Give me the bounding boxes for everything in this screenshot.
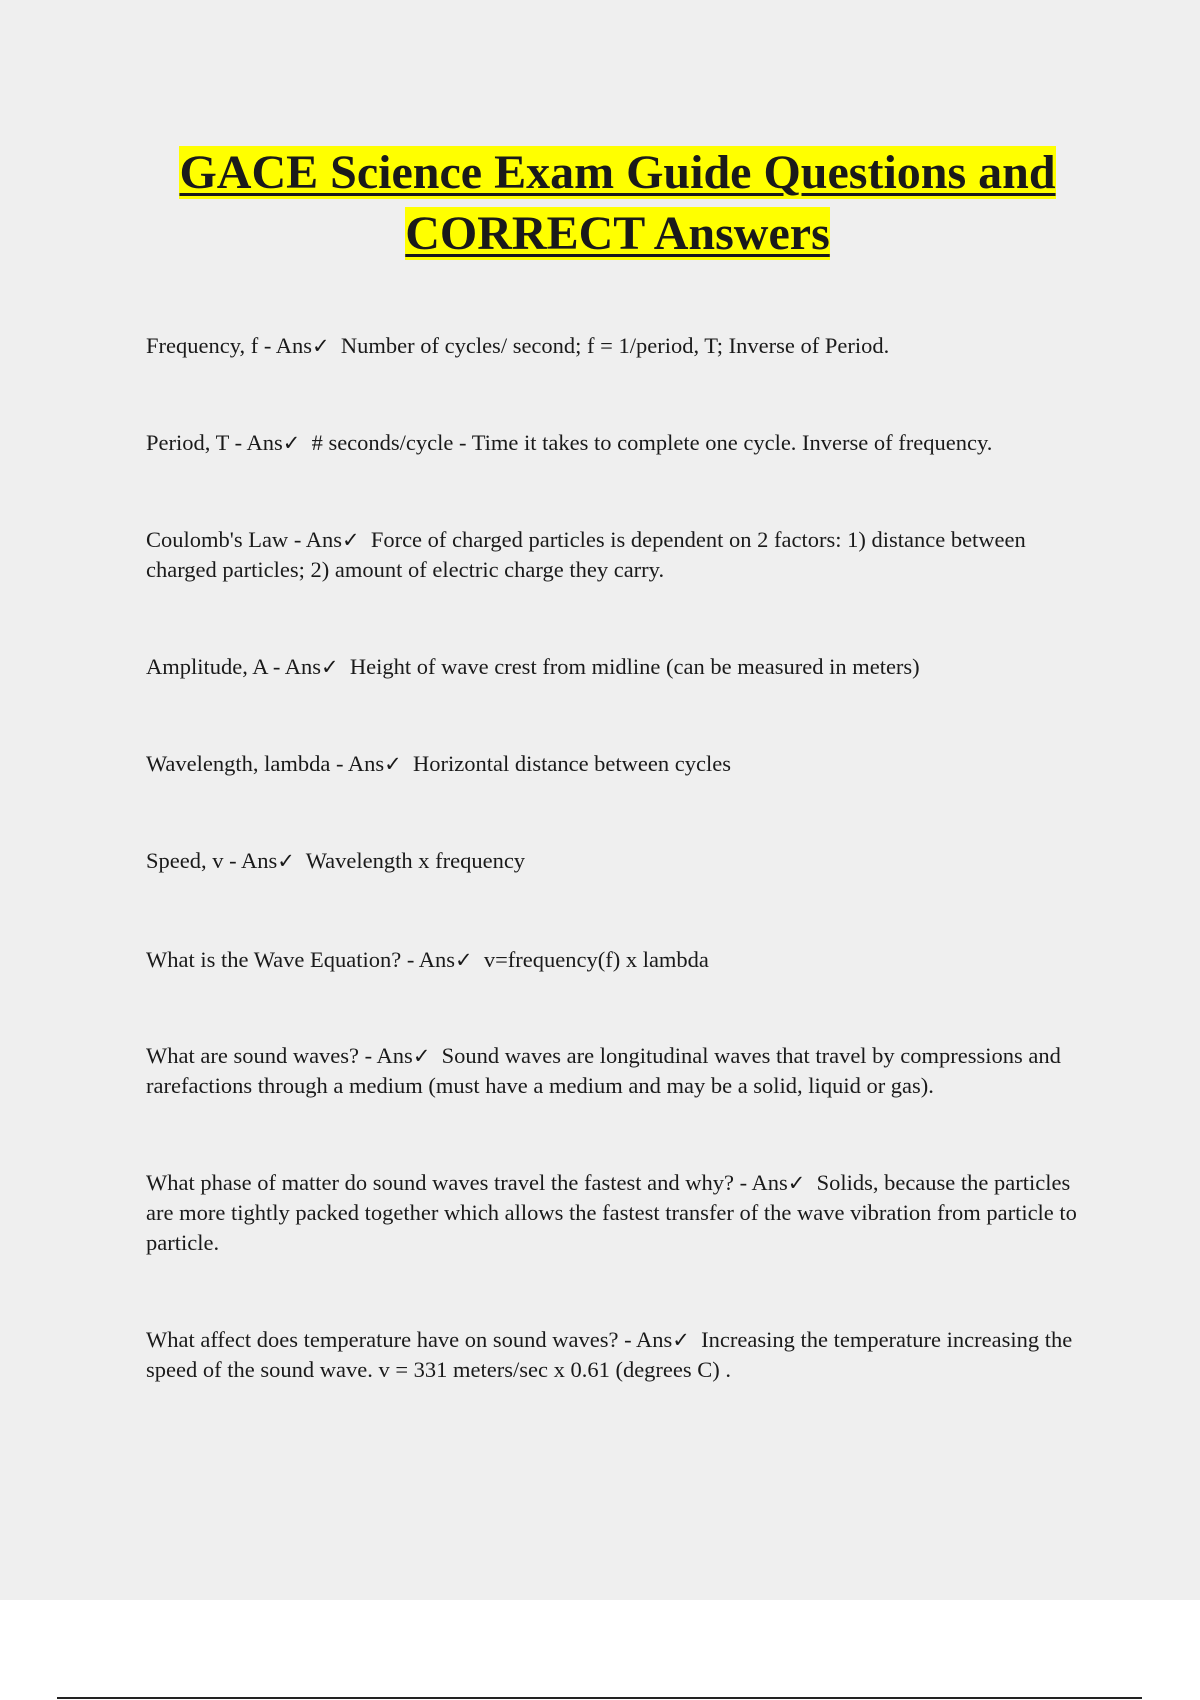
qa-answer: Number of cycles/ second; f = 1/period, T; Inverse of Period. (340, 333, 890, 358)
answer-marker: - Ans (336, 751, 385, 776)
qa-answer: Force of charged particles is dependent on 2 factors: 1) distance between charged particles; 2) amount of electric charge they carry. (146, 527, 1026, 582)
qa-term: What affect does temperature have on sound waves? (146, 1327, 619, 1352)
qa-answer: Sound waves are longitudinal waves that travel by compressions and rarefactions through a medium (must have a medium and may be a solid, liquid or gas). (146, 1043, 1061, 1098)
qa-answer: v=frequency(f) x lambda (483, 947, 709, 972)
qa-item-period (146, 428, 1101, 458)
qa-term: Amplitude, A (146, 654, 268, 679)
document-title (100, 142, 1135, 264)
answer-marker: - Ans (624, 1327, 673, 1352)
qa-term: Wavelength, lambda (146, 751, 331, 776)
qa-term: What are sound waves? (146, 1043, 360, 1068)
answer-marker: - Ans (272, 654, 322, 679)
answer-marker: - Ans (364, 1043, 413, 1068)
qa-term: Frequency, f (146, 333, 259, 358)
qa-item-frequency (146, 331, 1101, 361)
qa-term: What is the Wave Equation? (146, 947, 402, 972)
title-line-2: CORRECT Answers (405, 207, 830, 260)
qa-answer: Horizontal distance between cycles (413, 751, 731, 776)
qa-item-amplitude (146, 652, 1101, 682)
check-icon: ✓ (412, 1044, 431, 1068)
check-icon: ✓ (341, 528, 360, 552)
qa-term: Period, T (146, 430, 229, 455)
check-icon: ✓ (277, 849, 295, 873)
qa-answer: Increasing the temperature increasing the speed of the sound wave. v = 331 meters/sec x 0.61 (degrees C) . (146, 1327, 1073, 1382)
answer-marker: - Ans (739, 1170, 788, 1195)
qa-item-phase-of-matter (146, 1168, 1101, 1258)
qa-answer: # seconds/cycle - Time it takes to complete one cycle. Inverse of frequency. (311, 430, 993, 455)
answer-marker: - Ans (406, 947, 455, 972)
qa-answer: Wavelength x frequency (305, 848, 526, 873)
answer-marker: - Ans (229, 848, 278, 873)
qa-term: What phase of matter do sound waves travel the fastest and why? (146, 1170, 734, 1195)
qa-item-wave-equation (146, 945, 1101, 975)
footer-divider (57, 1697, 1142, 1699)
check-icon: ✓ (672, 1328, 690, 1352)
qa-item-sound-waves (146, 1041, 1101, 1101)
qa-item-wavelength (146, 749, 1101, 779)
qa-answer: Height of wave crest from midline (can be measured in meters) (349, 654, 920, 679)
qa-answer: Solids, because the particles are more tightly packed together which allows the fastest transfer of the wave vibration from particle to particle. (146, 1170, 1077, 1255)
check-icon: ✓ (312, 334, 330, 358)
answer-marker: - Ans (293, 527, 342, 552)
qa-term: Speed, v (146, 848, 224, 873)
check-icon: ✓ (282, 431, 301, 455)
qa-item-speed (146, 846, 1101, 876)
qa-term: Coulomb's Law (146, 527, 289, 552)
check-icon: ✓ (384, 752, 402, 776)
qa-item-temperature (146, 1325, 1101, 1385)
check-icon: ✓ (321, 655, 339, 679)
answer-marker: - Ans (263, 333, 313, 358)
title-line-1: GACE Science Exam Guide Questions and (179, 146, 1056, 199)
check-icon: ✓ (454, 948, 473, 972)
check-icon: ✓ (787, 1171, 806, 1195)
qa-item-coulombs-law (146, 525, 1101, 585)
answer-marker: - Ans (234, 430, 283, 455)
